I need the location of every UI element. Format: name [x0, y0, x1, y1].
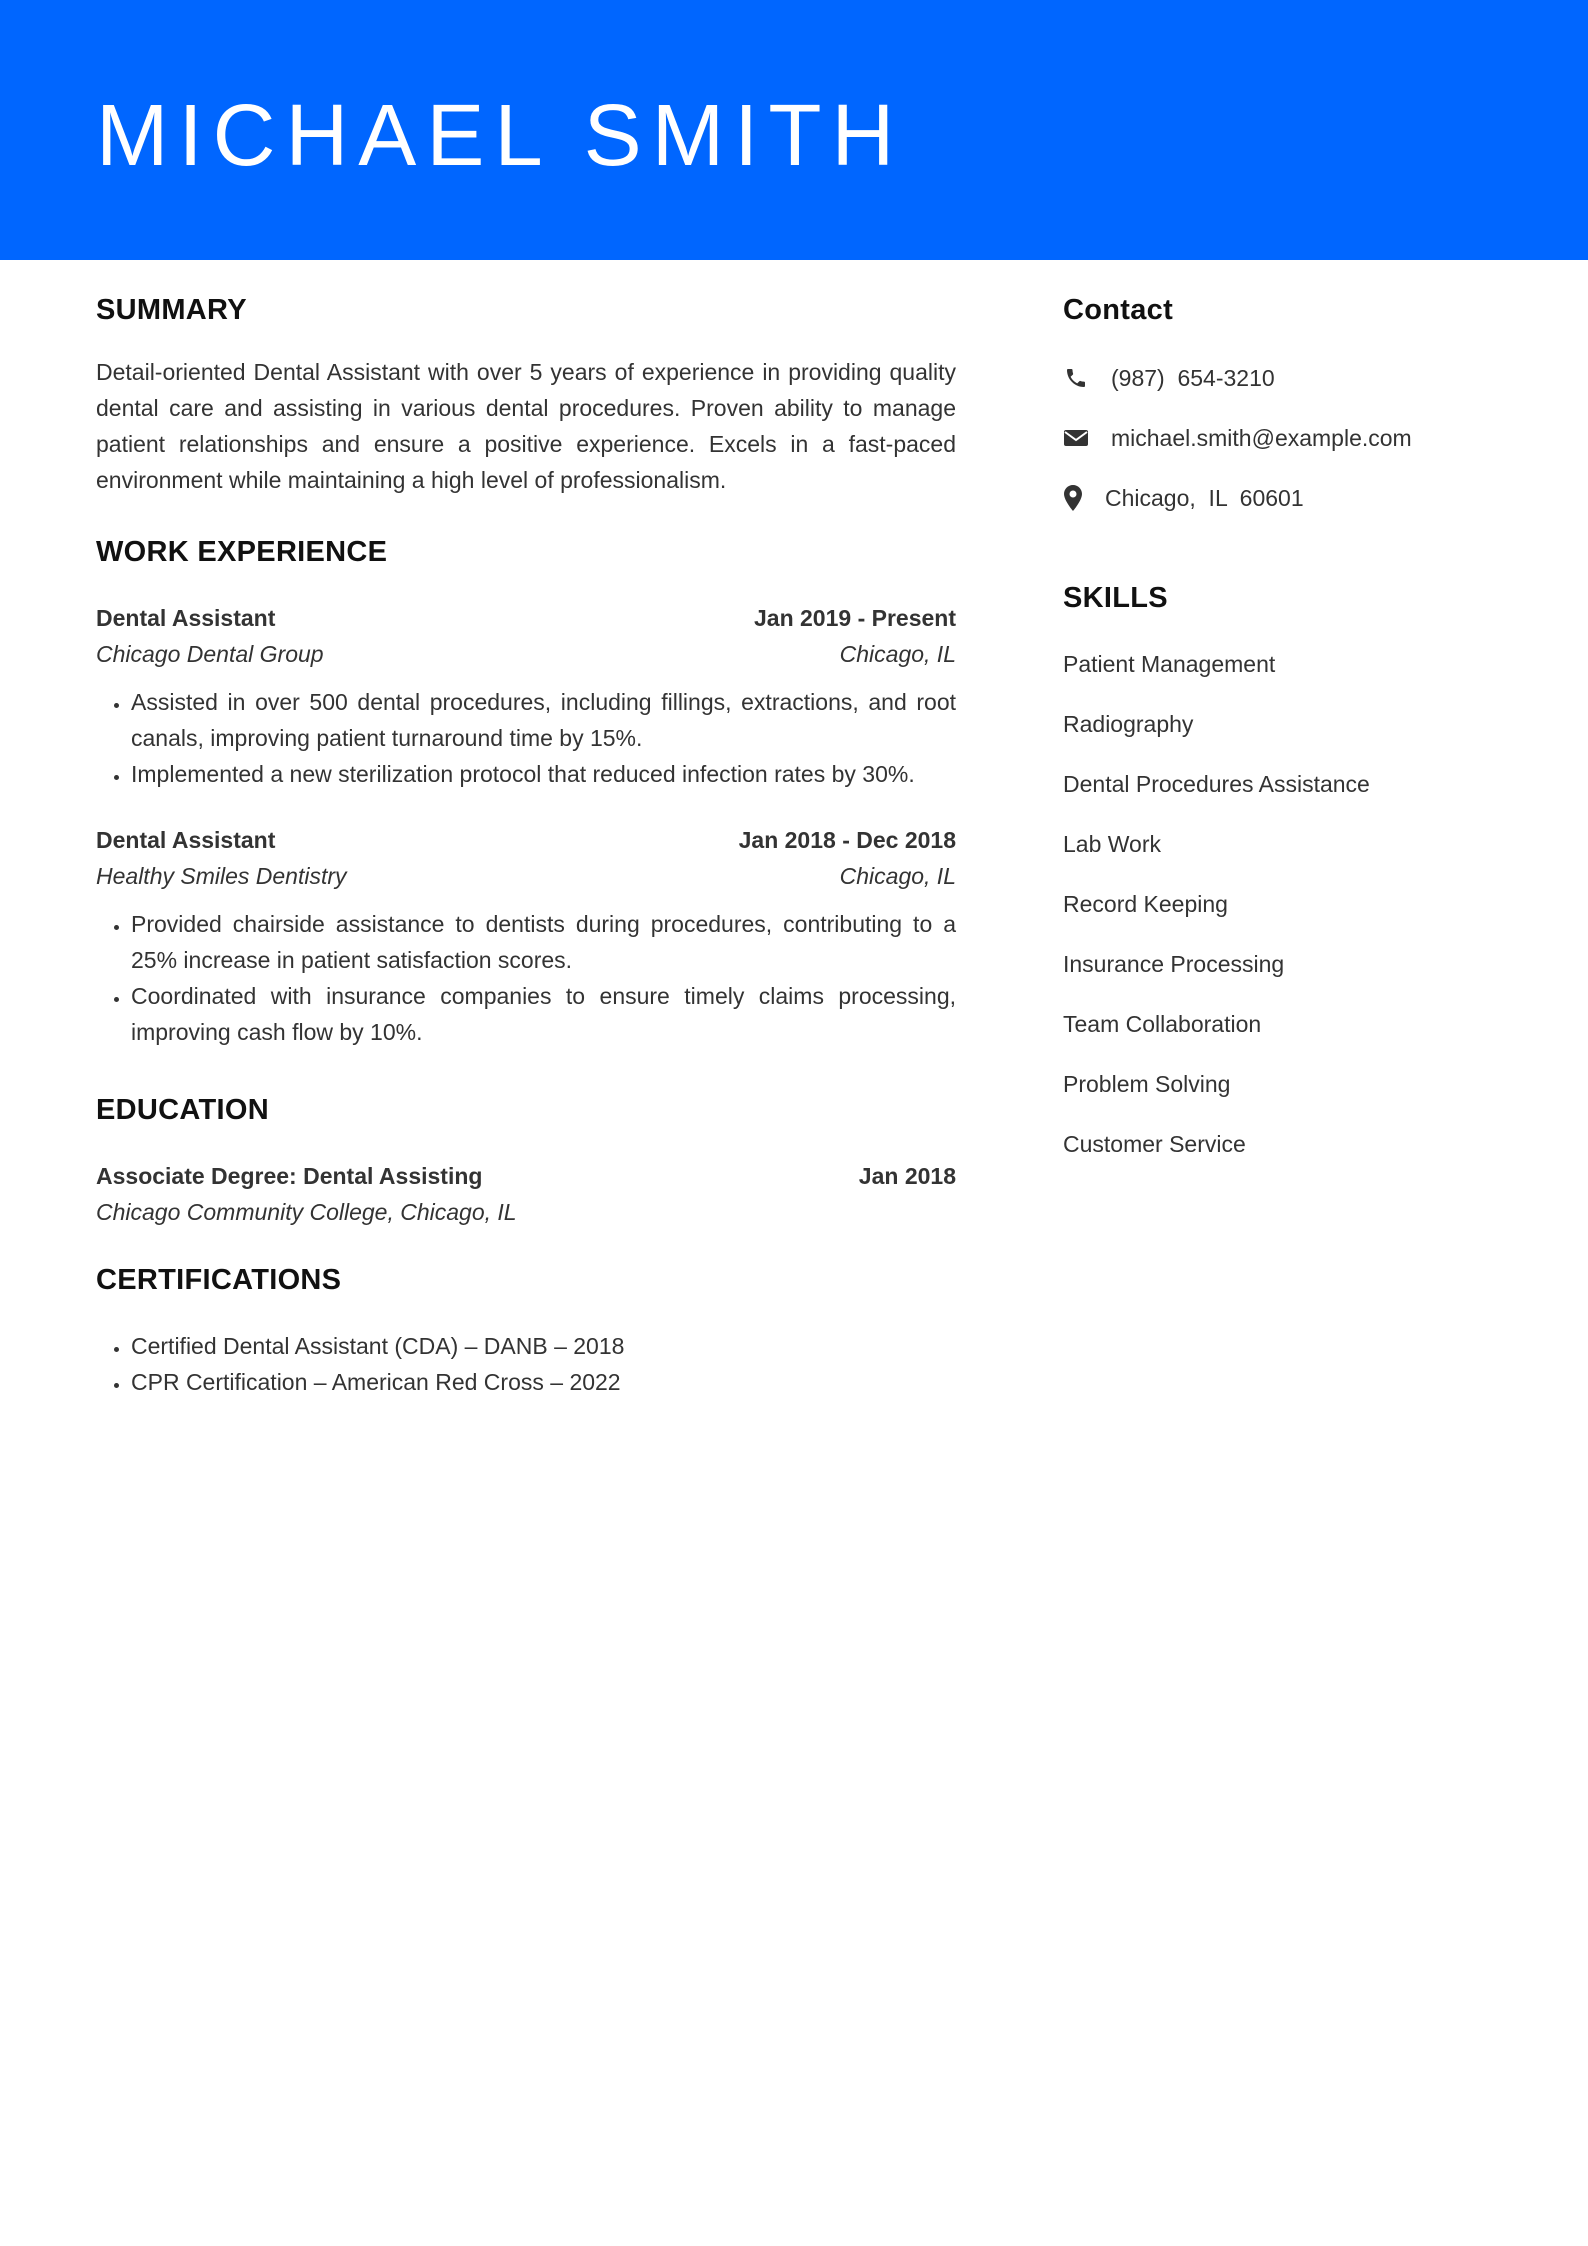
- skill-item: Patient Management: [1063, 651, 1276, 677]
- map-pin-icon: [1063, 485, 1083, 511]
- skill-item: Lab Work: [1063, 831, 1162, 857]
- job-company: Healthy Smiles Dentistry: [96, 863, 347, 889]
- skill-item: Problem Solving: [1063, 1071, 1231, 1097]
- job-entry: [96, 822, 956, 1050]
- contact-email: [1063, 408, 1523, 468]
- skill-item: Customer Service: [1063, 1131, 1246, 1157]
- education-date: Jan 2018: [858, 1163, 956, 1189]
- certifications-heading: CERTIFICATIONS: [96, 1264, 342, 1296]
- education-heading: EDUCATION: [96, 1094, 269, 1126]
- job-bullet: • Implemented a new sterilization protocol that reduced infection rates by 30%.: [131, 756, 956, 792]
- contact-list: [1063, 348, 1523, 528]
- certifications-list: [96, 1328, 956, 1400]
- skills-heading: SKILLS: [1063, 582, 1168, 614]
- job-entry: [96, 600, 956, 792]
- sidebar-column: [1063, 290, 1523, 1174]
- skill-item: Insurance Processing: [1063, 951, 1285, 977]
- header-banner: [0, 0, 1588, 260]
- school: Chicago Community College, Chicago, IL: [96, 1199, 517, 1225]
- job-bullet: • Coordinated with insurance companies to ensure timely claims processing, improving cash flow by 10%.: [131, 978, 956, 1050]
- work-experience-heading: WORK EXPERIENCE: [96, 536, 388, 568]
- candidate-name: MICHAEL SMITH: [96, 87, 905, 184]
- degree: Associate Degree: Dental Assisting: [96, 1163, 483, 1189]
- job-dates: Jan 2019 - Present: [753, 605, 956, 631]
- skill-item: Record Keeping: [1063, 891, 1228, 917]
- location-text: Chicago, IL 60601: [1105, 484, 1304, 511]
- skill-item: Dental Procedures Assistance: [1063, 771, 1370, 797]
- main-column: [96, 290, 956, 1400]
- job-title: Dental Assistant: [96, 827, 276, 853]
- job-location: Chicago, IL: [839, 863, 956, 889]
- email-text: michael.smith@example.com: [1111, 424, 1412, 451]
- envelope-icon: [1063, 425, 1089, 451]
- certification-item: • Certified Dental Assistant (CDA) – DANB – 2018: [131, 1328, 956, 1364]
- contact-heading: Contact: [1063, 294, 1174, 326]
- job-location: Chicago, IL: [839, 641, 956, 667]
- phone-icon: [1063, 365, 1089, 391]
- skill-item: Team Collaboration: [1063, 1011, 1262, 1037]
- skills-list: [1063, 634, 1523, 1174]
- job-bullets: [96, 906, 956, 1050]
- summary-text: Detail-oriented Dental Assistant with over 5 years of experience in providing quality dental care and assisting in various dental procedures. Proven ability to manage patient relationships and ensure a positive experience. Excels in a fast-paced environment while maintaining a high level of professionalism.: [96, 359, 956, 493]
- summary-heading: SUMMARY: [96, 294, 247, 326]
- contact-phone: [1063, 348, 1523, 408]
- skill-item: Radiography: [1063, 711, 1194, 737]
- certification-item: • CPR Certification – American Red Cross – 2022: [131, 1364, 956, 1400]
- education-entry: [96, 1158, 956, 1230]
- job-bullets: [96, 684, 956, 792]
- job-dates: Jan 2018 - Dec 2018: [738, 827, 956, 853]
- contact-location: [1063, 468, 1523, 528]
- job-company: Chicago Dental Group: [96, 641, 324, 667]
- job-bullet: • Provided chairside assistance to dentists during procedures, contributing to a 25% increase in patient satisfaction scores.: [131, 906, 956, 978]
- phone-text: (987) 654-3210: [1111, 364, 1275, 391]
- job-title: Dental Assistant: [96, 605, 276, 631]
- job-bullet: • Assisted in over 500 dental procedures, including fillings, extractions, and root canals, improving patient turnaround time by 15%.: [131, 684, 956, 756]
